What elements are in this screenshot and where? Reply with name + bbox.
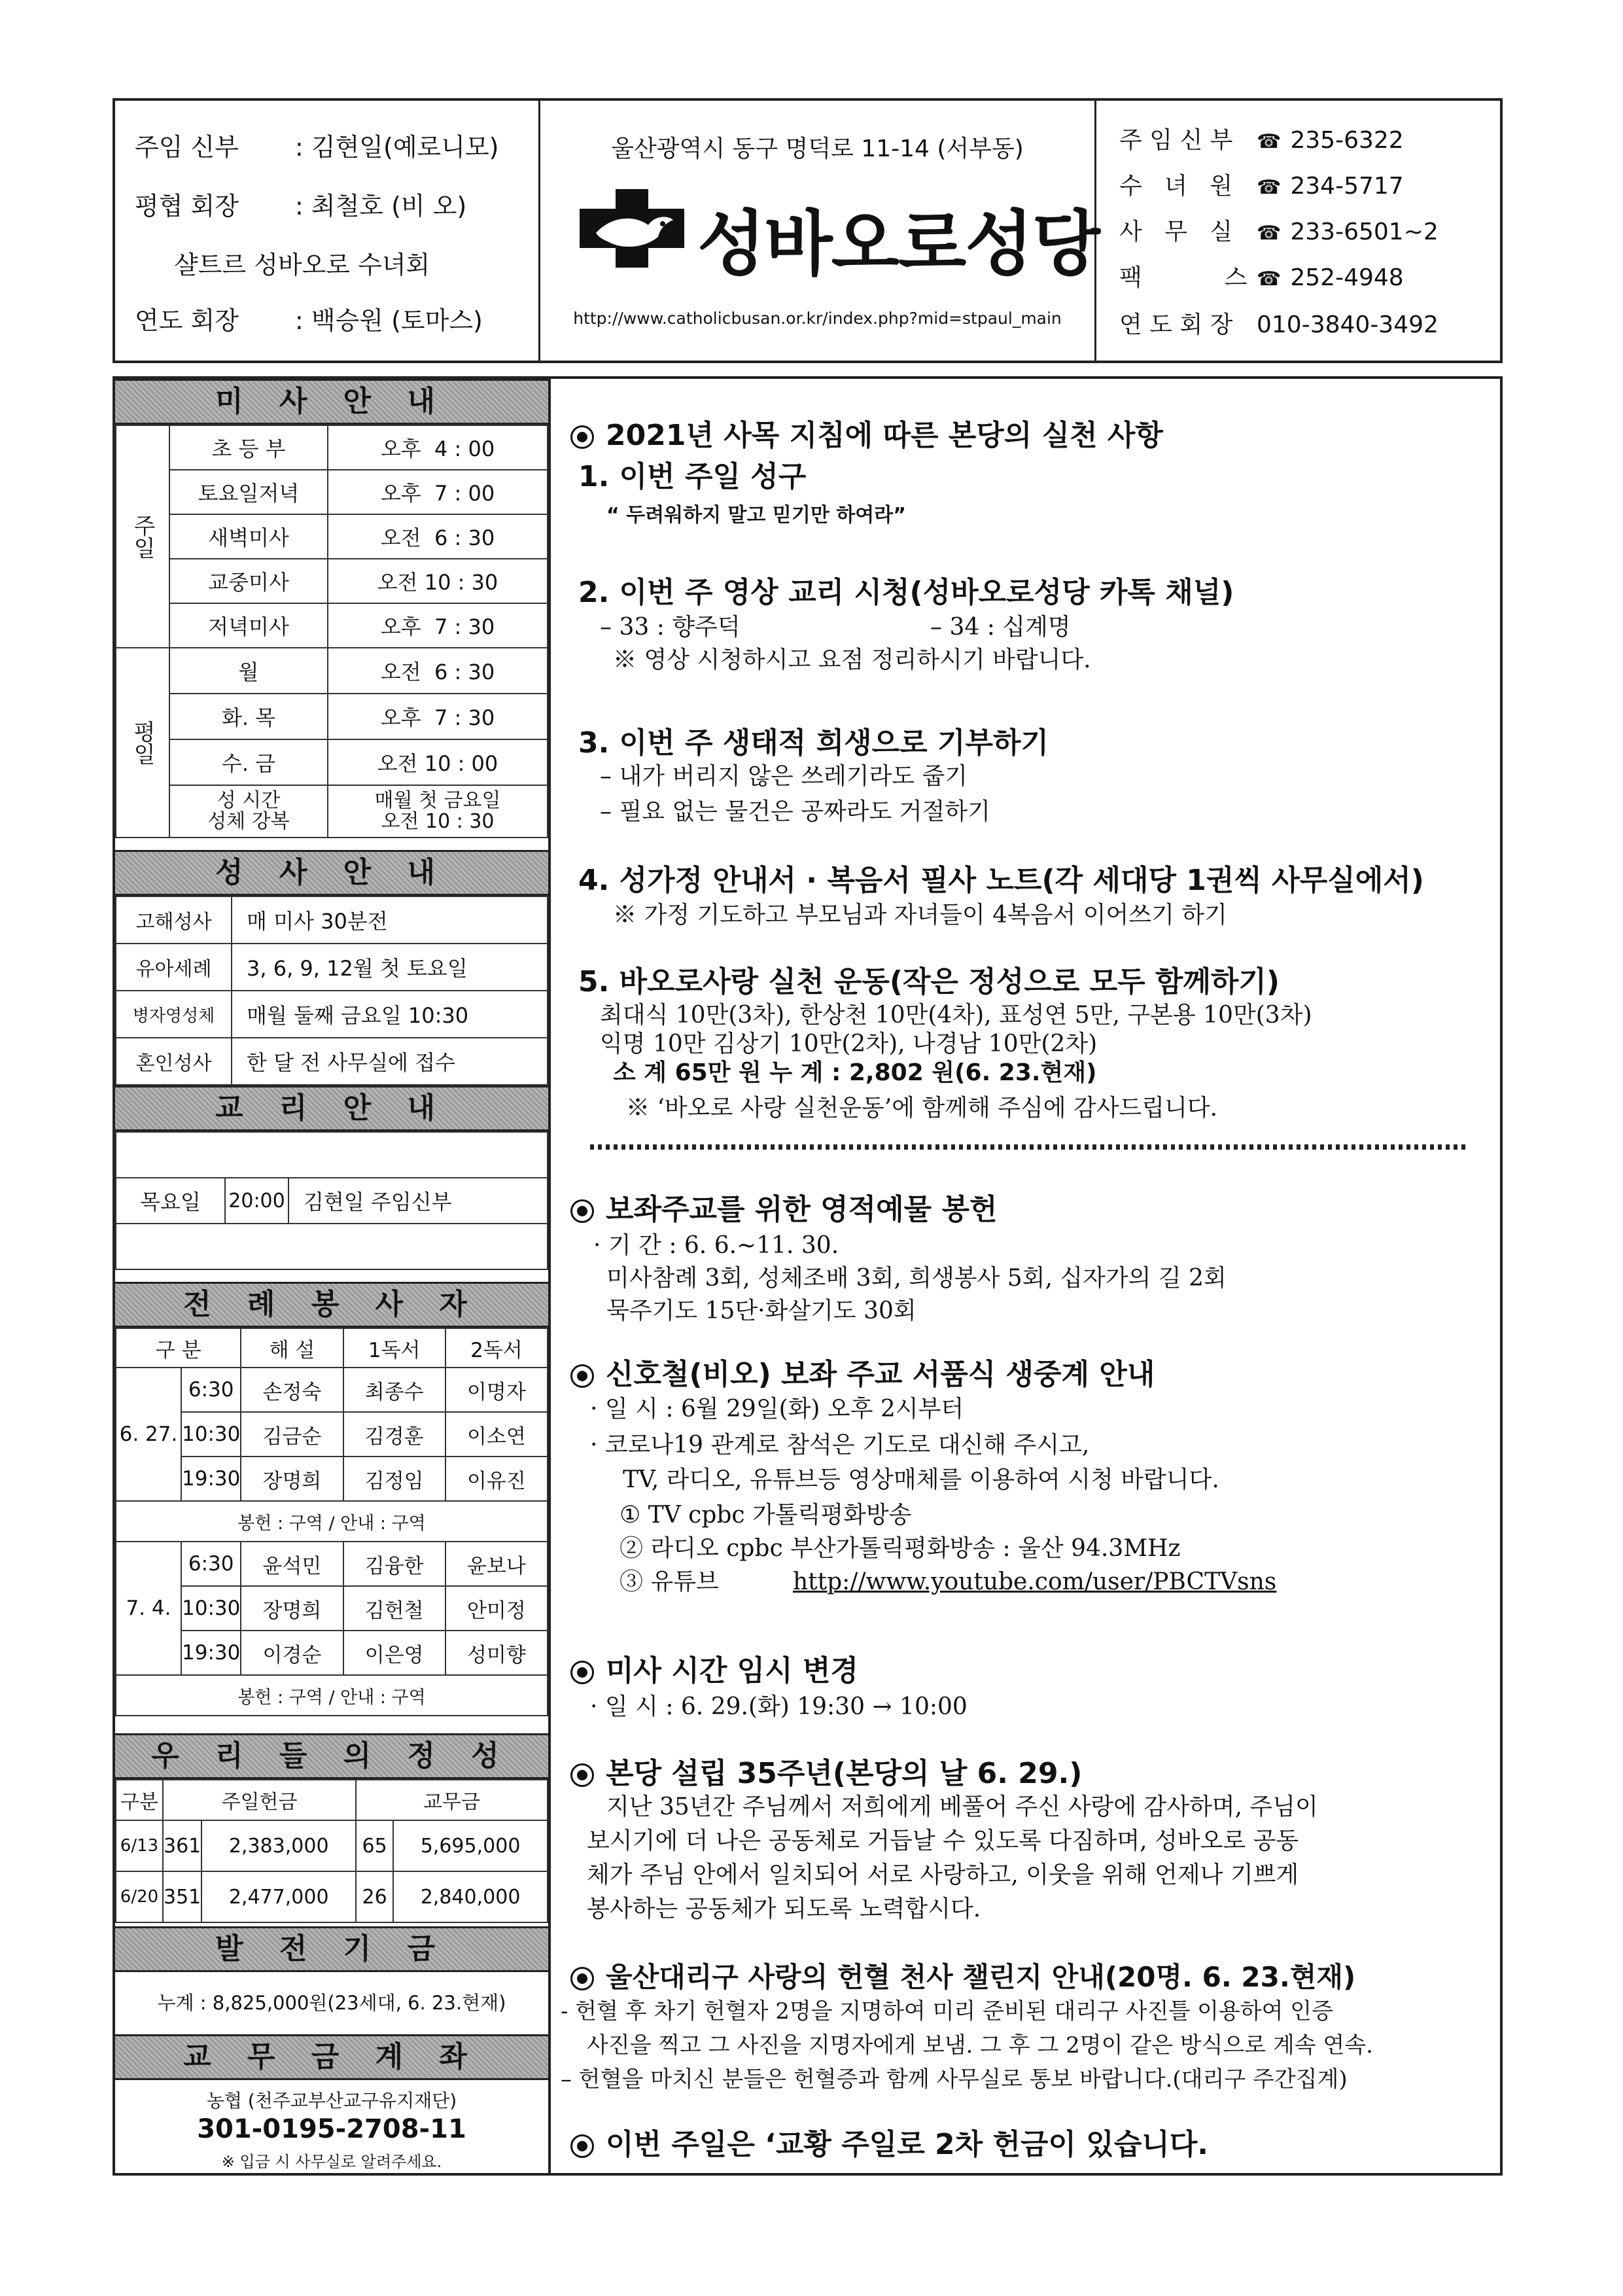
contact-row: 주 임 신 부 ☎ 235-6322 — [1119, 127, 1404, 154]
ordination-heading: 신호철(비오) 보좌 주교 서품식 생중계 안내 — [570, 1351, 1499, 1392]
ordination-line: · 일 시 : 6월 29일(화) 오후 2시부터 — [590, 1396, 964, 1422]
fund-section-title: 발 전 기 금 — [115, 1926, 548, 1972]
phone-icon: ☎ — [1257, 222, 1282, 245]
church-url[interactable]: http://www.catholicbusan.or.kr/index.php?mid=stpaul_main — [573, 309, 1062, 328]
contact-row: 수 녀 원 ☎ 234-5717 — [1119, 173, 1404, 200]
sacrament-section-title: 성 사 안 내 — [115, 850, 548, 896]
youtube-link[interactable]: http://www.youtube.com/user/PBCTVsns — [793, 1568, 1277, 1595]
phone-icon: ☎ — [1257, 268, 1282, 291]
mass-schedule-table: 주일 초 등 부 오후 4 : 00 토요일저녁 오후 7 : 00 새벽미사 오전 6 : 30 교중미사 오전 10 : 30 저녁미사 오후 7 : 30 평일 월 오전 6 : 30 화. 목 오후 7 : 30 수. 금 오전 10 : 00 성 시간 성체 강복 매월 첫 금요일 오전 10 : 30 — [115, 425, 548, 838]
phone-icon: ☎ — [1257, 176, 1282, 199]
catechism-section-title: 교 리 안 내 — [115, 1086, 548, 1131]
bullet-icon — [570, 1199, 594, 1223]
bible-quote: “ 두려워하지 말고 믿기만 하여라” — [606, 504, 906, 527]
offerings-section-title: 우 리 들 의 정 성 — [115, 1733, 548, 1779]
bulletin-header — [113, 98, 1503, 363]
church-logo — [576, 186, 688, 271]
ordination-line: · 코로나19 관계로 참석은 기도로 대신해 주시고, — [590, 1432, 1090, 1458]
bishop-offering-line: 미사참례 3회, 성체조배 3회, 희생봉사 5회, 십자가의 길 2회 — [606, 1265, 1227, 1292]
contact-row: 팩 스 ☎ 252-4948 — [1119, 264, 1404, 291]
mass-section-title: 미 사 안 내 — [115, 379, 548, 425]
policy-heading: 2021년 사목 지침에 따른 본당의 실천 사항 — [570, 412, 1499, 453]
bullet-icon — [570, 1661, 594, 1684]
bullet-icon — [570, 1763, 594, 1787]
church-name: 성바오로성당 — [697, 203, 1099, 285]
leaders-panel — [115, 101, 540, 361]
bullet-icon — [570, 1364, 594, 1388]
blood-donation-line: 사진을 찍고 그 사진을 지명자에게 보냄. 그 후 그 2명이 같은 방식으로 계속 연속. — [587, 2032, 1373, 2058]
ordination-youtube: ③ 유튜브 http://www.youtube.com/user/PBCTVsns — [620, 1568, 1277, 1595]
ministers-section-title: 전 례 봉 사 자 — [115, 1282, 548, 1328]
deposit-note: ※ 입금 시 사무실로 알려주세요. — [221, 2153, 442, 2171]
bank-name: 농협 (천주교부산교구유지재단) — [206, 2090, 457, 2111]
divider — [590, 1144, 1467, 1150]
section-5-note: ※ ‘바오로 사랑 실천운동’에 함께해 주심에 감사드립니다. — [626, 1095, 1218, 1122]
section-3-line: – 필요 없는 물건은 공짜라도 거절하기 — [600, 798, 990, 825]
section-5-total: 소 계 65만 원 누 계 : 2,802 원(6. 23.현재) — [613, 1059, 1097, 1086]
ministers-table: 구 분 해 설 1독서 2독서 6. 27. 6:30 손정숙 최종수 이명자 10:30 김금순 김경훈 이소연 19:30 장명희 김정임 이유진 봉헌 : 구역 / 안내 : 구역 7. 4. 6:30 윤석민 김융한 윤보나 10:30 장명희 김헌철 안미정 19:30 이경순 이은영 성미향 봉헌 : 구역 / 안내 : 구역 — [115, 1328, 548, 1716]
bullet-icon — [570, 2134, 594, 2158]
mass-change-line: · 일 시 : 6. 29.(화) 19:30 → 10:00 — [590, 1693, 968, 1720]
section-5-line: 최대식 10만(3차), 한상천 10만(4차), 표성연 5만, 구본용 10만(3차) — [600, 1002, 1312, 1029]
anniversary-line: 체가 주님 안에서 일치되어 서로 사랑하고, 이웃을 위해 언제나 기쁘게 — [587, 1862, 1299, 1888]
anniversary-line: 봉사하는 공동체가 되도록 노력합시다. — [587, 1896, 981, 1922]
leader-row: 주임 신부 : 김현일(예로니모) — [135, 133, 499, 162]
anniversary-line: 지난 35년간 주님께서 저희에게 베풀어 주신 사랑에 감사하며, 주님이 — [606, 1793, 1318, 1820]
bishop-offering-line: · 기 간 : 6. 6.~11. 30. — [593, 1232, 839, 1259]
church-address: 울산광역시 동구 명덕로 11-14 (서부동) — [611, 135, 1024, 162]
account-section-title: 교 무 금 계 좌 — [115, 2034, 548, 2080]
section-5-title: 5. 바오로사랑 실천 운동(작은 정성으로 모두 함께하기) — [578, 965, 1280, 998]
leader-row: 샬트르 성바오로 수녀회 — [174, 251, 430, 279]
leader-row: 연도 회장 : 백승원 (토마스) — [135, 306, 483, 335]
anniversary-line: 보시기에 더 나은 공동체로 거듭날 수 있도록 다짐하며, 성바오로 공동 — [587, 1828, 1299, 1854]
mass-change-heading: 미사 시간 임시 변경 — [570, 1647, 1499, 1689]
info-sidebar — [113, 376, 551, 2176]
sacrament-table: 고해성사 매 미사 30분전 유아세례 3, 6, 9, 12월 첫 토요일 병자영성체 매월 둘째 금요일 10:30 혼인성사 한 달 전 사무실에 접수 — [115, 896, 548, 1086]
section-1-title: 1. 이번 주일 성구 — [578, 460, 807, 493]
section-2-note: ※ 영상 시청하시고 요점 정리하시기 바랍니다. — [613, 646, 1091, 673]
bishop-offering-heading: 보좌주교를 위한 영적예물 봉헌 — [570, 1186, 1499, 1227]
section-4-title: 4. 성가정 안내서 · 복음서 필사 노트(각 세대당 1권씩 사무실에서) — [578, 864, 1424, 897]
sunday-label: 주일 — [116, 425, 169, 648]
catechism-table: 목요일 20:00 김현일 주임신부 — [115, 1131, 548, 1270]
section-5-line: 익명 10만 김상기 10만(2차), 나경남 10만(2차) — [600, 1031, 1098, 1057]
blood-donation-heading: 울산대리구 사랑의 헌혈 천사 챌린지 안내(20명. 6. 23.현재) — [570, 1956, 1499, 1995]
leader-row: 평협 회장 : 최철호 (비 오) — [135, 192, 467, 221]
bullet-icon — [570, 1967, 594, 1990]
announcements — [551, 376, 1503, 2176]
bullet-icon — [570, 425, 594, 449]
papal-collection-heading: 이번 주일은 ‘교황 주일로 2차 헌금이 있습니다. — [570, 2121, 1499, 2163]
offerings-table: 구분 주일헌금 교무금 6/13 361 2,383,000 65 5,695,000 6/20 351 2,477,000 26 2,840,000 — [115, 1779, 548, 1923]
section-3-title: 3. 이번 주 생태적 희생으로 기부하기 — [578, 726, 1049, 760]
church-title-panel — [540, 101, 1099, 361]
section-3-line: – 내가 버리지 않은 쓰레기라도 줍기 — [600, 763, 968, 790]
ordination-line: TV, 라디오, 유튜브등 영상매체를 이용하여 시청 바랍니다. — [623, 1466, 1219, 1493]
phone-icon: ☎ — [1257, 130, 1282, 153]
blood-donation-line: - 헌혈 후 차기 헌혈자 2명을 지명하여 미리 준비된 대리구 사진틀 이용하여 인증 — [561, 1998, 1333, 2024]
section-2-title: 2. 이번 주 영상 교리 시청(성바오로성당 카톡 채널) — [578, 576, 1234, 609]
section-4-note: ※ 가정 기도하고 부모님과 자녀들이 4복음서 이어쓰기 하기 — [613, 902, 1227, 928]
blood-donation-line: – 헌혈을 마치신 분들은 헌혈증과 함께 사무실로 통보 바랍니다.(대리구 주간집계) — [561, 2066, 1348, 2093]
account-number: 301-0195-2708-11 — [197, 2114, 466, 2144]
section-2-line: – 33 : 향주덕 – 34 : 십계명 — [600, 614, 1071, 641]
contact-row: 연 도 회 장 010-3840-3492 — [1119, 311, 1439, 338]
contacts-panel — [1096, 101, 1503, 361]
bishop-offering-line: 묵주기도 15단·화살기도 30회 — [606, 1298, 916, 1324]
weekday-label: 평일 — [116, 648, 169, 838]
anniversary-heading: 본당 설립 35주년(본당의 날 6. 29.) — [570, 1750, 1499, 1792]
ordination-tv: ① TV cpbc 가톨릭평화방송 — [620, 1502, 912, 1528]
ordination-radio: ② 라디오 cpbc 부산가톨릭평화방송 : 울산 94.3MHz — [620, 1535, 1181, 1562]
fund-total: 누계 : 8,825,000원(23세대, 6. 23.현재) — [157, 1992, 506, 2014]
contact-row: 사 무 실 ☎ 233-6501~2 — [1119, 219, 1439, 245]
